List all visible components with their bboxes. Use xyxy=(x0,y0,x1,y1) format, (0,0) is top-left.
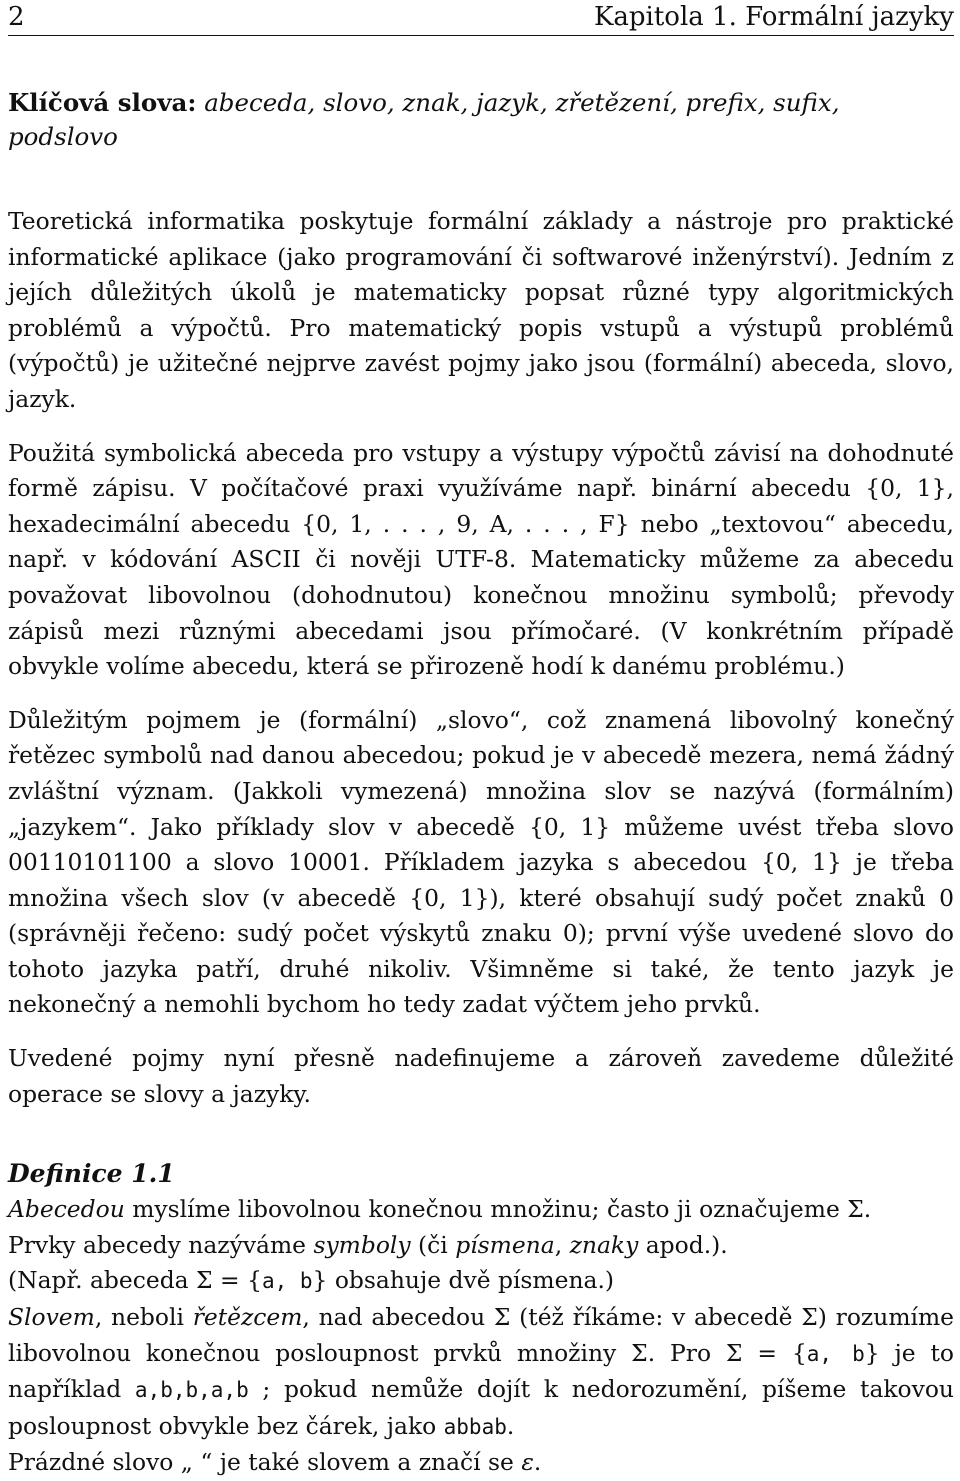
running-title: Kapitola 1. Formální jazyky xyxy=(593,2,954,32)
term-abecedou: Abecedou xyxy=(8,1195,125,1224)
term-symboly: symboly xyxy=(313,1230,411,1259)
definition-line-example xyxy=(8,1263,954,1300)
epsilon-symbol: ε xyxy=(521,1448,534,1477)
code-sequence: a,b,b,a,b xyxy=(134,1378,249,1403)
term-retezcem: řetězcem xyxy=(192,1303,303,1332)
paragraph-alphabet: Použitá symbolická abeceda pro vstupy a výstupy výpočtů závisí na dohodnuté formě zápisu. V počítačové praxi využíváme např. binární abecedu {0, 1}, hexadecimální abecedu {0, 1, . . . , 9, A, . . . , F} nebo „textovou“ abecedu, např. v kódování ASCII či nověji UTF-8. Matematicky můžeme za abecedu považovat libovolnou (dohodnutou) konečnou množinu symbolů; převody zápisů mezi různými abecedami jsou přímočaré. (V konkrétním případě obvykle volíme abecedu, která se přirozeně hodí k danému problému.) xyxy=(8,438,954,681)
definition-line-symbols xyxy=(8,1228,954,1264)
keywords-line xyxy=(8,86,954,154)
text: apod.). xyxy=(638,1230,728,1259)
term-slovem: Slovem xyxy=(8,1303,95,1332)
text: . xyxy=(533,1448,542,1477)
keywords-list: abeceda, slovo, znak, jazyk, zřetězení, prefix, sufix, podslovo xyxy=(8,88,840,151)
code-symbols: a, b xyxy=(261,1269,313,1294)
text: } obsahuje dvě písmena.) xyxy=(312,1266,615,1295)
text: , xyxy=(554,1230,570,1259)
text: . xyxy=(506,1411,515,1440)
definition-line-alphabet xyxy=(8,1192,954,1228)
definition-title: Definice 1.1 xyxy=(8,1159,175,1189)
text: myslíme libovolnou konečnou množinu; často ji označujeme Σ. xyxy=(124,1195,872,1224)
page-number: 2 xyxy=(8,2,25,32)
term-pismena: písmena xyxy=(455,1230,555,1259)
document-page xyxy=(8,0,954,1481)
text: Prvky abecedy nazýváme xyxy=(8,1230,314,1259)
text: ; pokud nemůže dojít k nedorozumění, píšeme takovou posloupnost obvykle bez čárek, jako xyxy=(8,1375,955,1440)
paragraph-transition: Uvedené pojmy nyní přesně nadefinujeme a zároveň zavedeme důležité operace se slovy a jazyky. xyxy=(8,1044,954,1108)
text: (či xyxy=(410,1230,456,1259)
definition-line-word xyxy=(8,1300,954,1445)
code-symbols: a, b xyxy=(806,1341,865,1366)
text: , neboli xyxy=(94,1303,193,1332)
definition-line-empty-word xyxy=(8,1445,954,1481)
paragraph-word: Důležitým pojmem je (formální) „slovo“, což znamená libovolný konečný řetězec symbolů nad danou abecedou; pokud je v abecedě mezera, nemá žádný zvláštní význam. (Jakkoli vymezená) množina slov se nazývá (formálním) „jazykem“. Jako příklady slov v abecedě {0, 1} můžeme uvést třeba slovo 00110101100 a slovo 10001. Příkladem jazyka s abecedou {0, 1} je třeba množina všech slov (v abecedě {0, 1}), které obsahují sudý počet znaků 0 (správněji řečeno: sudý počet výskytů znaku 0); první výše uvedené slovo do tohoto jazyka patří, druhé nikoliv. Všimněme si také, že tento jazyk je nekonečný a nemohli bychom ho tedy zadat výčtem jeho prvků. xyxy=(8,705,954,1019)
text: } je to například xyxy=(8,1338,954,1404)
paragraph-intro: Teoretická informatika poskytuje formální základy a nástroje pro praktické informatické aplikace (jako programování či softwarové inženýrství). Jedním z jejích důležitých úkolů je matematicky popsat různé typy algoritmických problémů a výpočtů. Pro matematický popis vstupů a výstupů problémů (výpočtů) je užitečné nejprve zavést pojmy jako jsou (formální) abeceda, slovo, jazyk. xyxy=(8,207,954,413)
page-header xyxy=(8,0,954,36)
text: (Např. abeceda Σ = { xyxy=(8,1266,262,1295)
header-rule xyxy=(8,35,954,36)
text: Prázdné slovo „ “ je také slovem a značí se xyxy=(8,1448,522,1477)
term-znaky: znaky xyxy=(569,1230,639,1259)
keywords-label: Klíčová slova: xyxy=(8,88,197,117)
code-word: abbab xyxy=(443,1414,507,1439)
definition-body xyxy=(8,1192,954,1481)
text: , nad abecedou Σ (též říkáme: v abecedě Σ) rozumíme libovolnou konečnou posloupnost prvků množiny Σ. Pro Σ = { xyxy=(8,1303,954,1367)
